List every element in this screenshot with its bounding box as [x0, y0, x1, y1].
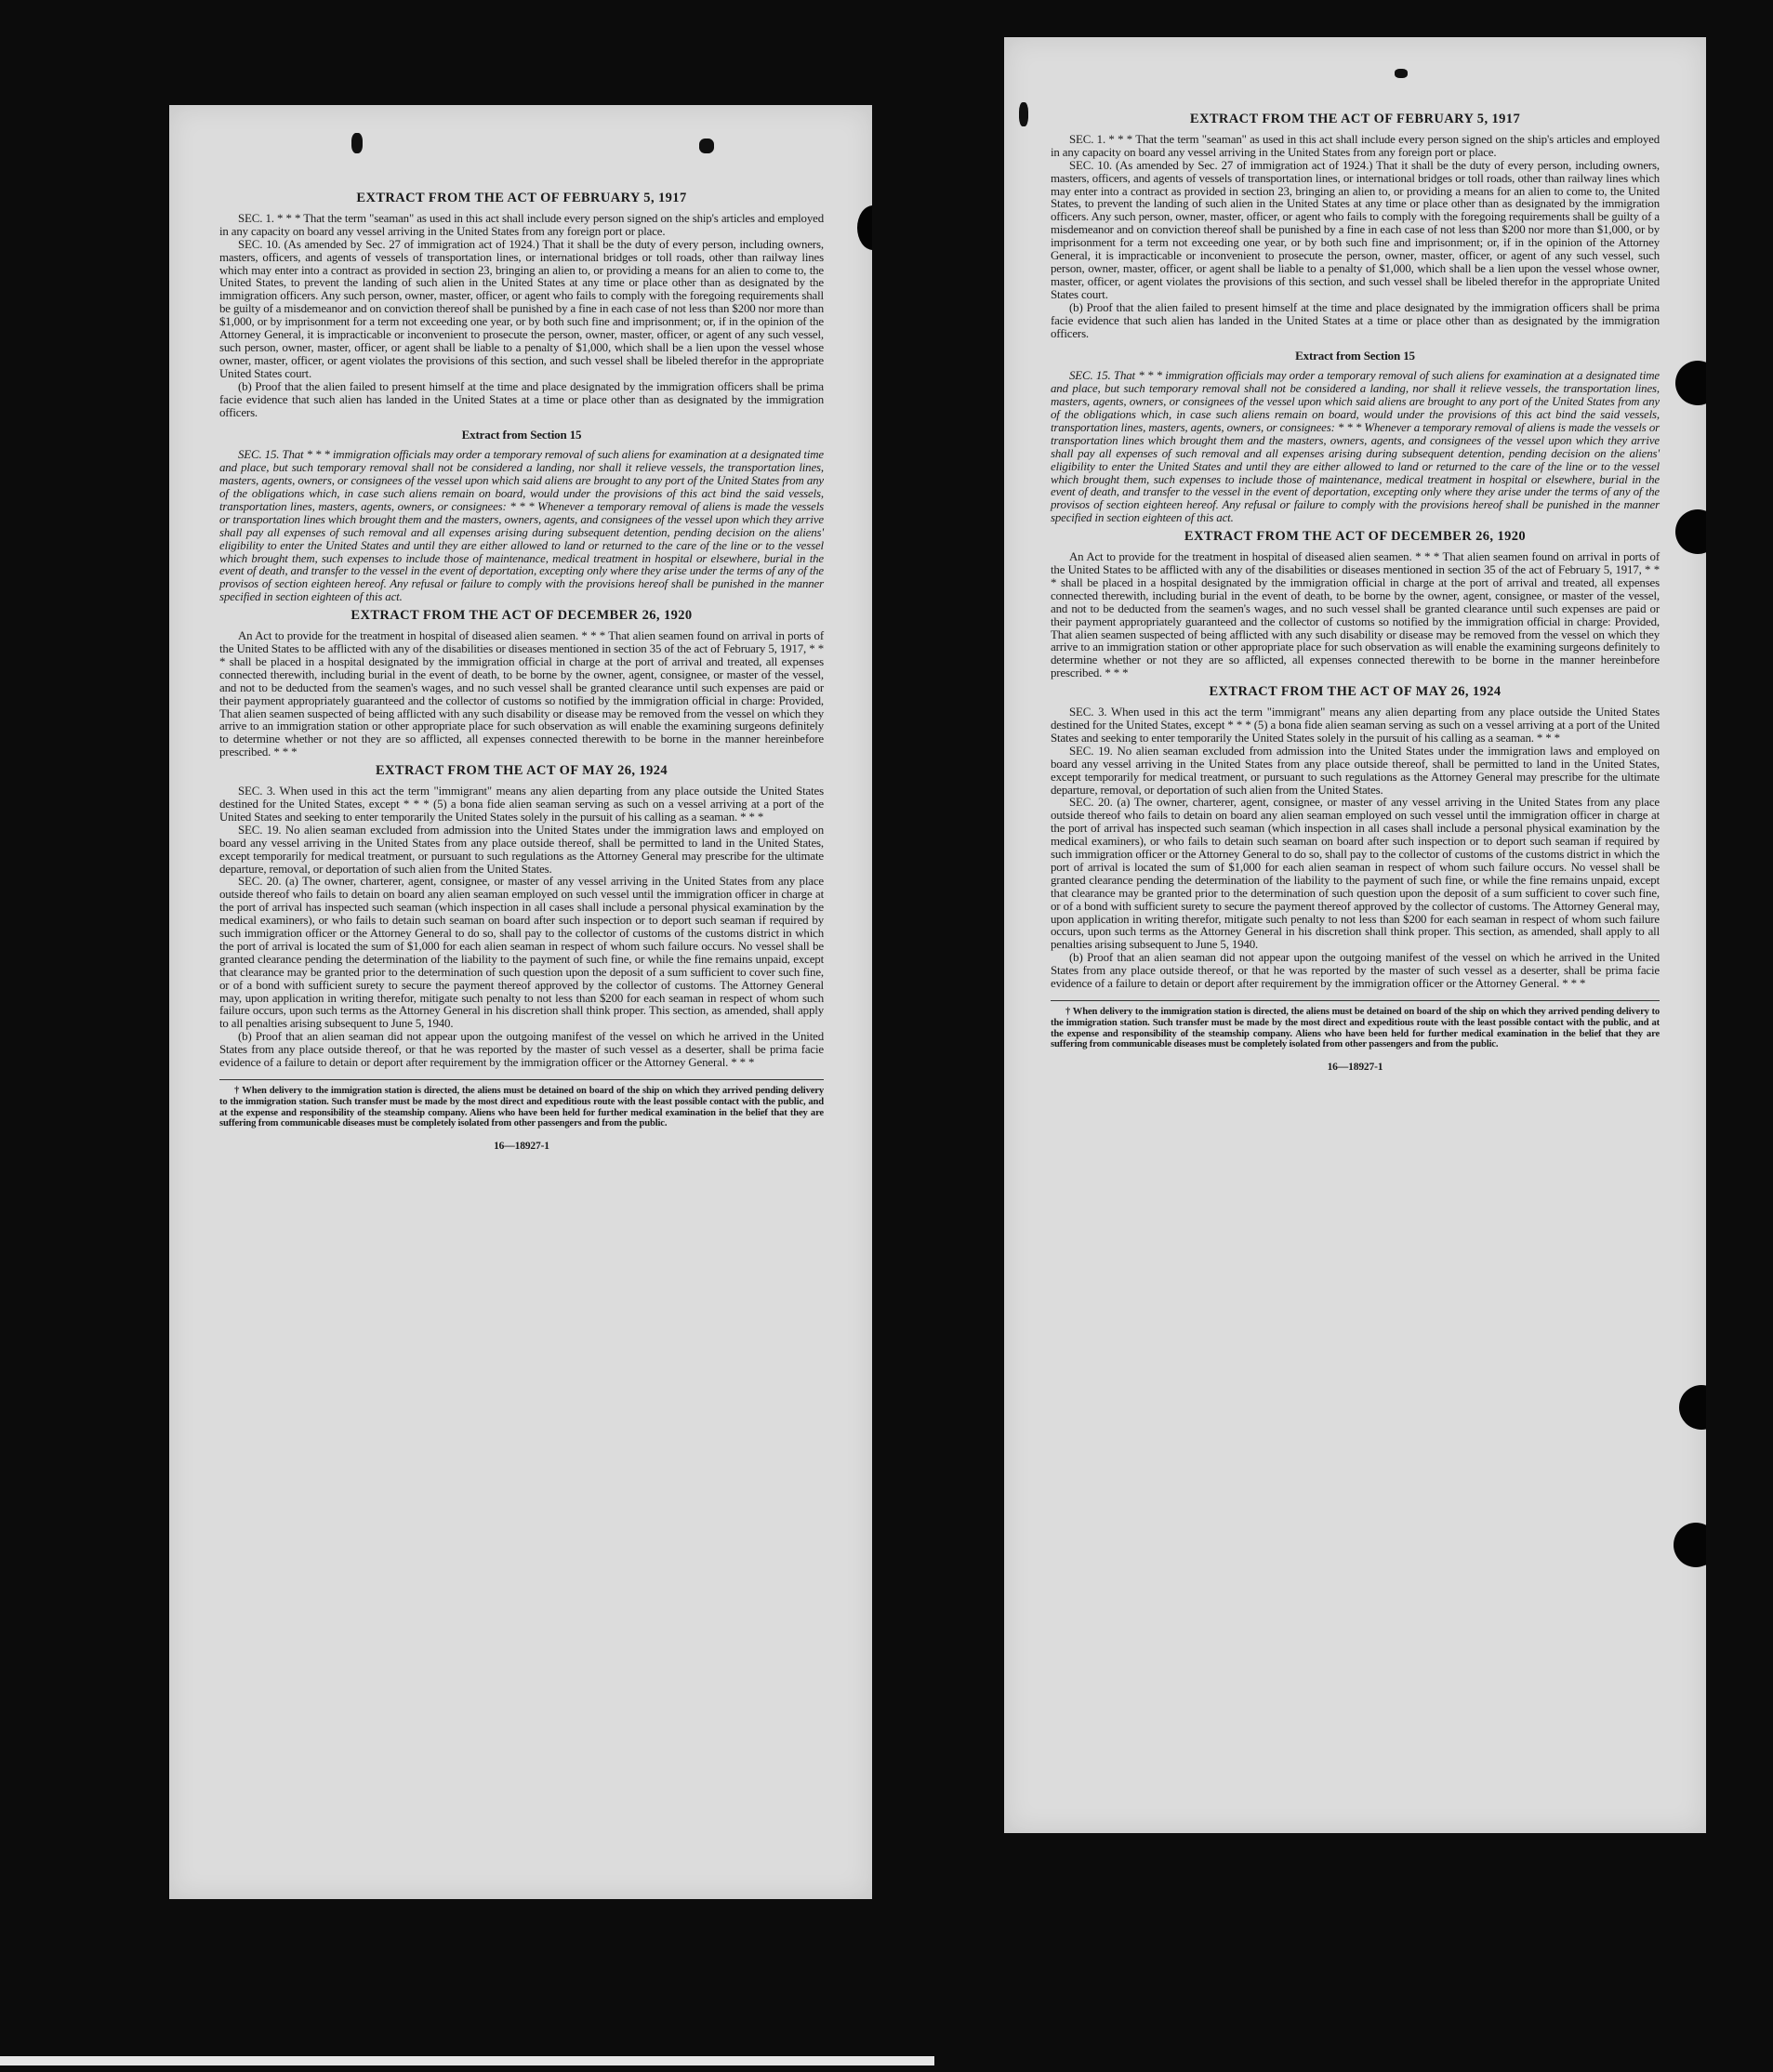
footnote: † When delivery to the immigration station is directed, the aliens must be detained on board of the ship on which they arrived pending delivery to the immigration station. Such transfer must be made by the most direct and expeditious route with the least possible contact with the public, and at the expense and responsibility of the steamship company. Aliens who have been held for further medical examination in the belief that they are suffering from communicable diseases must be completely isolated from other passengers and from the public. [219, 1086, 824, 1129]
footnote-divider [1051, 1000, 1660, 1001]
ink-speck [1395, 69, 1408, 78]
paragraph-sec-20b: (b) Proof that an alien seaman did not appear upon the outgoing manifest of the vessel on which he arrived in the United States from any place outside thereof, or that he was reported by the master of such vessel as a deserter, shall be prima facie evidence of a failure to detain or deport after requirement by the immigration officer or the Attorney General. * * * [219, 1030, 824, 1070]
form-number: 16—18927-1 [494, 1141, 549, 1153]
heading-act-may-1924: EXTRACT FROM THE ACT OF MAY 26, 1924 [375, 763, 668, 779]
paragraph-sec-15: SEC. 15. That * * * immigration officials may order a temporary removal of such aliens for examination at a designated time and place, but such temporary removal shall not be considered a landing, nor shall it relieve vessels, the transportation lines, masters, agents, owners, or consignees of the vessel upon which said aliens are brought to any port of the United States from any of the obligations which, in case such aliens remain on board, would under the provisions of this act bind the said vessels, transportation lines, masters, agents, owners, or consignees: * * * Whenever a temporary removal of aliens is made the vessels or transportation lines which brought them and the masters, owners, agents, and consignees of the vessel upon which they arrive shall pay all expenses of such removal and all expenses arising during subsequent detention, pending decision on the aliens' eligibility to enter the United States and until they are either allowed to land or returned to the care of the line or to the vessel which brought them, such expenses to include those of maintenance, medical treatment in hospital or elsewhere, burial in the event of death, and transfer to the vessel in the event of deportation, excepting only where they arise under the terms of any of the provisos of section eighteen hereof. Any refusal or failure to comply with the provisions hereof shall be punished in the manner specified in section eighteen of this act. [1051, 369, 1660, 525]
punch-hole [1674, 1523, 1706, 1567]
paragraph-sec-1: SEC. 1. * * * That the term "seaman" as used in this act shall include every person signed on the ship's articles and employed in any capacity on board any vessel arriving in the United States from any foreign port or place. [1051, 132, 1660, 159]
heading-act-dec-1920: EXTRACT FROM THE ACT OF DECEMBER 26, 1920 [1184, 529, 1527, 545]
paragraph-act-1920: An Act to provide for the treatment in hospital of diseased alien seamen. * * * That alien seamen found on arrival in ports of the United States to be afflicted with any of the disabilities or diseases mentioned in section 35 of the act of February 5, 1917, * * * shall be placed in a hospital designated by the immigration official in charge at the port of arrival and treated, all expenses connected therewith, including burial in the event of death, to be borne by the owner, agent, consignee, or master of the vessel, and not to be deducted from the seamen's wages, and no such vessel shall be granted clearance until such expenses are paid or their payment appropriately guaranteed and the collector of customs so notified by the immigration official in charge: Provided, That alien seamen suspected of being afflicted with any such disability or disease may be removed from the vessel on which they arrive to an immigration station or other appropriate place for such observation as will enable the examining surgeons definitely to determine whether or not they are so afflicted, all expenses connected therewith to be borne in the manner hereinbefore prescribed. * * * [219, 629, 824, 759]
footnote: † When delivery to the immigration station is directed, the aliens must be detained on board of the ship on which they arrived pending delivery to the immigration station. Such transfer must be made by the most direct and expeditious route with the least possible contact with the public, and at the expense and responsibility of the steamship company. Aliens who have been held for further medical examination in the belief that they are suffering from communicable diseases must be completely isolated from other passengers and from the public. [1051, 1007, 1660, 1050]
punch-hole [857, 205, 872, 250]
punch-hole [1675, 509, 1706, 554]
document-body [1051, 113, 1660, 1075]
scan-edge-strip [0, 2056, 934, 2065]
paragraph-sec-20b: (b) Proof that an alien seaman did not appear upon the outgoing manifest of the vessel on which he arrived in the United States from any place outside thereof, or that he was reported by the master of such vessel as a deserter, shall be prima facie evidence of a failure to detain or deport after requirement by the immigration officer or the Attorney General. * * * [1051, 951, 1660, 991]
paragraph-sec-3: SEC. 3. When used in this act the term "immigrant" means any alien departing from any place outside the United States destined for the United States, except * * * (5) a bona fide alien seaman serving as such on a vessel arriving at a port of the United States and seeking to enter temporarily the United States solely in the pursuit of his calling as a seaman. * * * [219, 785, 824, 824]
heading-act-dec-1920: EXTRACT FROM THE ACT OF DECEMBER 26, 1920 [351, 608, 693, 624]
paragraph-sec-20a: SEC. 20. (a) The owner, charterer, agent, consignee, or master of any vessel arriving in the United States from any place outside thereof who fails to detain on board any alien seaman employed on such vessel until the immigration officer in charge at the port of arrival has inspected such seaman (which inspection in all cases shall include a personal physical examination by the medical examiners), or who fails to detain such seaman on board after such inspection or to deport such seaman if required by such immigration officer or the Attorney General to do so, shall pay to the collector of customs of the customs district in which the port of arrival is located the sum of $1,000 for each alien seaman in respect of whom such failure occurs. No vessel shall be granted clearance pending the determination of the liability to the payment of such fine, or while the fine remains unpaid, except that clearance may be granted prior to the determination of such question upon the deposit of a sum sufficient to cover such fine, or of a bond with sufficient surety to secure the payment thereof approved by the collector of customs. The Attorney General may, upon application in writing therefor, mitigate such penalty to not less than $200 for each seaman in respect of whom such failure occurs, upon such terms as the Attorney General in his discretion shall think proper. This section, as amended, shall apply to all penalties arising subsequent to June 5, 1940. [219, 875, 824, 1031]
paragraph-sec-10b: (b) Proof that the alien failed to present himself at the time and place designated by the immigration officers shall be prima facie evidence that such alien has landed in the United States at a time or place other than as designated by the immigration officers. [219, 379, 824, 419]
paragraph-sec-19: SEC. 19. No alien seaman excluded from admission into the United States under the immigration laws and employed on board any vessel arriving in the United States from any place outside thereof, shall be permitted to land in the United States, except temporarily for medical treatment, or pursuant to such regulations as the Attorney General may prescribe for the ultimate departure, removal, or deportation of such alien from the United States. [219, 823, 824, 876]
ink-speck [699, 139, 714, 153]
heading-act-may-1924: EXTRACT FROM THE ACT OF MAY 26, 1924 [1209, 684, 1502, 700]
document-body [219, 192, 824, 1154]
paragraph-act-1920: An Act to provide for the treatment in hospital of diseased alien seamen. * * * That alien seamen found on arrival in ports of the United States to be afflicted with any of the disabilities or diseases mentioned in section 35 of the act of February 5, 1917, * * * shall be placed in a hospital designated by the immigration official in charge at the port of arrival and treated, all expenses connected therewith, including burial in the event of death, to be borne by the owner, agent, consignee, or master of the vessel, and not to be deducted from the seamen's wages, and no such vessel shall be granted clearance until such expenses are paid or their payment appropriately guaranteed and the collector of customs so notified by the immigration official in charge: Provided, That alien seamen suspected of being afflicted with any such disability or disease may be removed from the vessel on which they arrive to an immigration station or other appropriate place for such observation as will enable the examining surgeons definitely to determine whether or not they are so afflicted, all expenses connected therewith to be borne in the manner hereinbefore prescribed. * * * [1051, 550, 1660, 680]
subheading-section-15: Extract from Section 15 [461, 428, 582, 442]
paragraph-sec-20a: SEC. 20. (a) The owner, charterer, agent, consignee, or master of any vessel arriving in the United States from any place outside thereof who fails to detain on board any alien seaman employed on such vessel until the immigration officer in charge at the port of arrival has inspected such seaman (which inspection in all cases shall include a personal physical examination by the medical examiners), or who fails to detain such seaman on board after such inspection or to deport such seaman if required by such immigration officer or the Attorney General to do so, shall pay to the collector of customs of the customs district in which the port of arrival is located the sum of $1,000 for each alien seaman in respect of whom such failure occurs. No vessel shall be granted clearance pending the determination of the liability to the payment of such fine, or while the fine remains unpaid, except that clearance may be granted prior to the determination of such question upon the deposit of a sum sufficient to cover such fine, or of a bond with sufficient surety to secure the payment thereof approved by the collector of customs. The Attorney General may, upon application in writing therefor, mitigate such penalty to not less than $200 for each seaman in respect of whom such failure occurs, upon such terms as the Attorney General in his discretion shall think proper. This section, as amended, shall apply to all penalties arising subsequent to June 5, 1940. [1051, 796, 1660, 952]
document-page-left [169, 105, 872, 1899]
paragraph-sec-19: SEC. 19. No alien seaman excluded from admission into the United States under the immigration laws and employed on board any vessel arriving in the United States from any place outside thereof, shall be permitted to land in the United States, except temporarily for medical treatment, or pursuant to such regulations as the Attorney General may prescribe for the ultimate departure, removal, or deportation of such alien from the United States. [1051, 744, 1660, 797]
punch-hole [1675, 361, 1706, 405]
paragraph-sec-3: SEC. 3. When used in this act the term "immigrant" means any alien departing from any place outside the United States destined for the United States, except * * * (5) a bona fide alien seaman serving as such on a vessel arriving at a port of the United States and seeking to enter temporarily the United States solely in the pursuit of his calling as a seaman. * * * [1051, 706, 1660, 745]
paragraph-sec-15: SEC. 15. That * * * immigration officials may order a temporary removal of such aliens for examination at a designated time and place, but such temporary removal shall not be considered a landing, nor shall it relieve vessels, the transportation lines, masters, agents, owners, or consignees of the vessel upon which said aliens are brought to any port of the United States from any of the obligations which, in case such aliens remain on board, would under the provisions of this act bind the said vessels, transportation lines, masters, agents, owners, or consignees: * * * Whenever a temporary removal of aliens is made the vessels or transportation lines which brought them and the masters, owners, agents, and consignees of the vessel upon which they arrive shall pay all expenses of such removal and all expenses arising during subsequent detention, pending decision on the aliens' eligibility to enter the United States and until they are either allowed to land or returned to the care of the line or to the vessel which brought them, such expenses to include those of maintenance, medical treatment in hospital or elsewhere, burial in the event of death, and transfer to the vessel in the event of deportation, excepting only where they arise under the terms of any of the provisos of section eighteen hereof. Any refusal or failure to comply with the provisions hereof shall be punished in the manner specified in section eighteen of this act. [219, 448, 824, 604]
paragraph-sec-10: SEC. 10. (As amended by Sec. 27 of immigration act of 1924.) That it shall be the duty of every person, including owners, masters, officers, and agents of vessels of transportation lines, or international bridges or toll roads, other than railway lines which may enter into a contract as provided in section 23, bringing an alien to, or providing a means for an alien to come to, the United States, to prevent the landing of such alien in the United States at any time or place other than as designated by the immigration officers. Any such person, owner, master, officer, or agent who fails to comply with the foregoing requirements shall be guilty of a misdemeanor and on conviction thereof shall be punished by a fine in each case of not less than $200 nor more than $1,000, or by imprisonment for a term not exceeding one year, or by both such fine and imprisonment; or, if in the opinion of the Attorney General, it is impracticable or inconvenient to prosecute the person, owner, master, officer, or agent of any such vessel, such person, owner, master, officer, or agent shall be liable to a penalty of $1,000, which shall be a lien upon the vessel whose owner, master, officer, or agent violates the provisions of this section, and such vessel shall be libeled therefor in the appropriate United States court. [1051, 158, 1660, 301]
footnote-divider [219, 1079, 824, 1080]
paragraph-sec-10: SEC. 10. (As amended by Sec. 27 of immigration act of 1924.) That it shall be the duty of every person, including owners, masters, officers, and agents of vessels of transportation lines, or international bridges or toll roads, other than railway lines which may enter into a contract as provided in section 23, bringing an alien to, or providing a means for an alien to come to, the United States, to prevent the landing of such alien in the United States at any time or place other than as designated by the immigration officers. Any such person, owner, master, officer, or agent who fails to comply with the foregoing requirements shall be guilty of a misdemeanor and on conviction thereof shall be punished by a fine in each case of not less than $200 nor more than $1,000, or by imprisonment for a term not exceeding one year, or by both such fine and imprisonment; or, if in the opinion of the Attorney General, it is impracticable or inconvenient to prosecute the person, owner, master, officer, or agent of any such vessel, such person, owner, master, officer, or agent shall be liable to a penalty of $1,000, which shall be a lien upon the vessel whose owner, master, officer, or agent violates the provisions of this section, and such vessel shall be libeled therefor in the appropriate United States court. [219, 237, 824, 380]
subheading-section-15: Extract from Section 15 [1295, 349, 1415, 363]
paragraph-sec-10b: (b) Proof that the alien failed to present himself at the time and place designated by the immigration officers shall be prima facie evidence that such alien has landed in the United States at a time or place other than as designated by the immigration officers. [1051, 300, 1660, 340]
paragraph-sec-1: SEC. 1. * * * That the term "seaman" as used in this act shall include every person signed on the ship's articles and employed in any capacity on board any vessel arriving in the United States from any foreign port or place. [219, 211, 824, 238]
document-page-right [1004, 37, 1706, 1833]
punch-hole [1679, 1385, 1706, 1430]
heading-act-feb-1917: EXTRACT FROM THE ACT OF FEBRUARY 5, 1917 [1189, 112, 1521, 126]
heading-act-feb-1917: EXTRACT FROM THE ACT OF FEBRUARY 5, 1917 [356, 191, 687, 205]
ink-speck [1019, 102, 1028, 126]
form-number: 16—18927-1 [1327, 1062, 1383, 1074]
ink-speck [351, 133, 363, 153]
